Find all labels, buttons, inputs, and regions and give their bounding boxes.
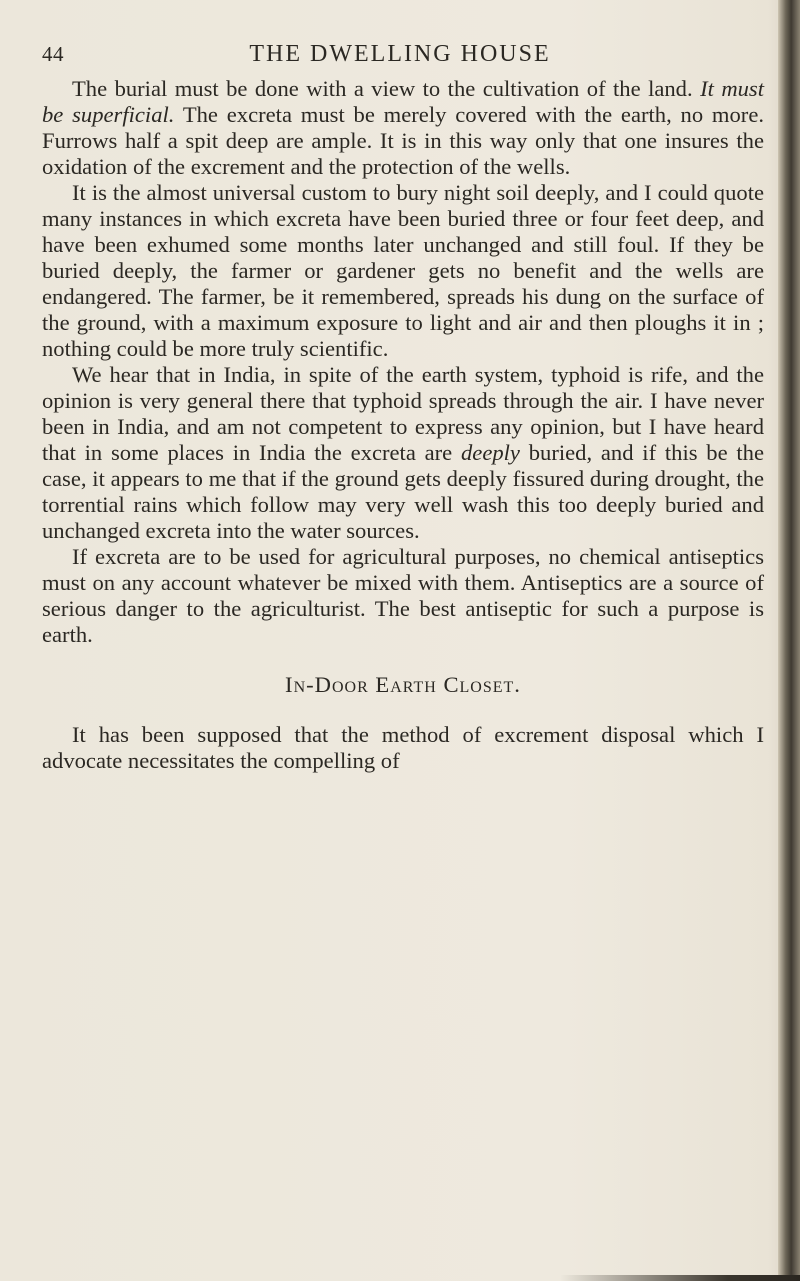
page-binding-edge — [778, 0, 800, 1281]
page-number: 44 — [42, 42, 64, 66]
paragraph-1-text-b: The excreta must be merely covered with the earth, no more. Furrows half a spit deep are ample. It is in this way only that one insures the oxidation of the excrement and the protection of the wells. — [42, 102, 765, 179]
paragraph-5: It has been supposed that the method of excrement disposal which I advocate necessitates the compelling of — [42, 722, 764, 773]
paragraph-3-text-b: buried, and if this be the case, it appears to me that if the ground gets deeply fissured during drought, the torrential rains which follow may very well wash this too deeply buried and unchanged excreta into the water sources. — [42, 440, 764, 543]
paragraph-4: If excreta are to be used for agricultural purposes, no chemical antiseptics must on any account whatever be mixed with them. Antiseptics are a source of serious danger to the agriculturist. The best antiseptic for such a purpose is earth. — [42, 544, 764, 647]
paragraph-1-emphasis: It must be superficial. — [42, 76, 765, 127]
paragraph-3 — [42, 362, 764, 544]
page-bottom-shadow — [560, 1275, 800, 1281]
paragraph-3-text-a: We hear that in India, in spite of the earth system, typhoid is rife, and the opinion is very general there that typhoid spreads through the air. I have never been in India, and am not competent to express any opinion, but I have heard that in some places in India the excreta are — [42, 362, 764, 465]
paragraph-1-text-a: The burial must be done with a view to the cultivation of the land. — [72, 76, 701, 101]
paragraph-1 — [42, 76, 764, 180]
running-head: THE DWELLING HOUSE — [249, 41, 551, 67]
paragraph-2: It is the almost universal custom to bury night soil deeply, and I could quote many instances in which excreta have been buried three or four feet deep, and have been exhumed some months later unchanged and still foul. If they be buried deeply, the farmer or gardener gets no benefit and the wells are endangered. The farmer, be it remembered, spreads his dung on the surface of the ground, with a maximum exposure to light and air and then ploughs it in ; nothing could be more truly scientific. — [42, 180, 764, 361]
section-heading: In-Door Earth Closet. — [285, 672, 521, 697]
paragraph-3-emphasis: deeply — [461, 440, 520, 465]
text-block — [42, 76, 764, 774]
